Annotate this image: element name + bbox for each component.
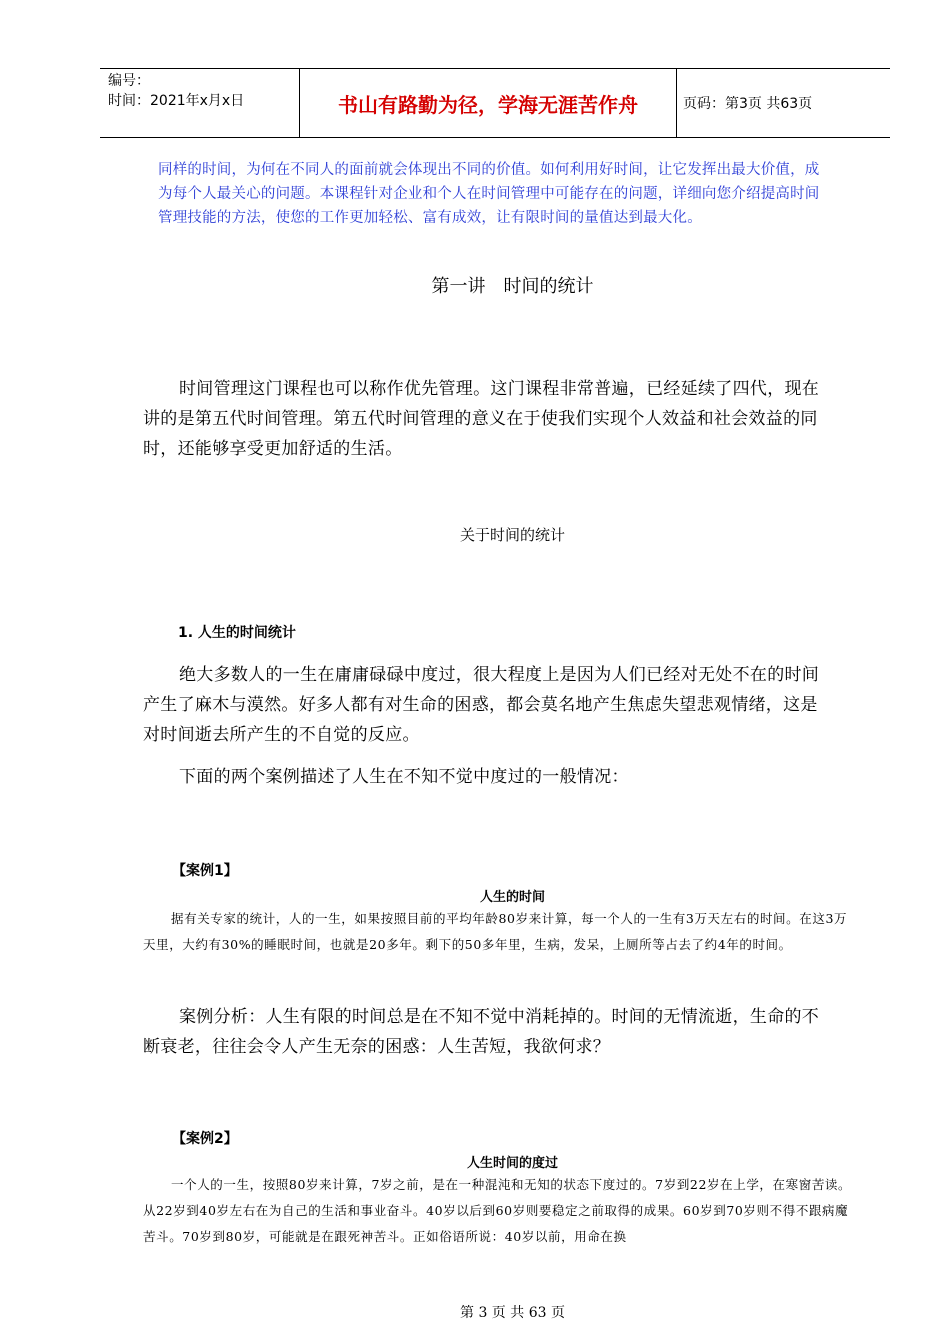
- section-title: 关于时间的统计: [459, 526, 565, 544]
- case1-label: 【案例1】: [172, 863, 238, 879]
- number-label: 编号：: [108, 73, 150, 89]
- paragraph-1: 时间管理这门课程也可以称作优先管理。这门课程非常普遍，已经延续了四代，现在讲的是第五代时间管理。第五代时间管理的意义在于使我们实现个人效益和社会效益的同时，还能够享受更加舒适的生活。: [143, 379, 820, 459]
- page-header: [100, 68, 890, 138]
- header-motto: 书山有路勤为径，学海无涯苦作舟: [300, 69, 677, 137]
- case1-body: 据有关专家的统计，人的一生，如果按照目前的平均年龄80岁来计算，每一个人的一生有3万天左右的时间。在这3万天里，大约有30%的睡眠时间，也就是20多年。剩下的50多年里，生病，发呆，上厕所等占去了约4年的时间。: [143, 911, 848, 952]
- intro-paragraph: 同样的时间，为何在不同人的面前就会体现出不同的价值。如何利用好时间，让它发挥出最大价值，成为每个人最关心的问题。本课程针对企业和个人在时间管理中可能存在的问题，详细向您介绍提高时间管理技能的方法，使您的工作更加轻松、富有成效，让有限时间的量值达到最大化。: [158, 162, 820, 226]
- subsection-title: 1. 人生的时间统计: [178, 625, 296, 641]
- case2-label: 【案例2】: [172, 1131, 238, 1147]
- page-footer: 第 3 页 共 63 页: [460, 1305, 565, 1321]
- header-page-info: 页码：第3页 共63页: [683, 96, 813, 112]
- case1-analysis: 案例分析：人生有限的时间总是在不知不觉中消耗掉的。时间的无情流逝，生命的不断衰老，往往会令人产生无奈的困惑：人生苦短，我欲何求？: [143, 1007, 820, 1057]
- paragraph-2: 绝大多数人的一生在庸庸碌碌中度过，很大程度上是因为人们已经对无处不在的时间产生了麻木与漠然。好多人都有对生命的困惑，都会莫名地产生焦虑失望悲观情绪，这是对时间逝去所产生的不自觉的反应。: [143, 665, 820, 745]
- case1-title: 人生的时间: [479, 890, 545, 905]
- case2-title: 人生时间的度过: [466, 1156, 558, 1171]
- header-meta: [100, 69, 300, 137]
- lecture-title: 第一讲 时间的统计: [431, 276, 594, 297]
- paragraph-3: 下面的两个案例描述了人生在不知不觉中度过的一般情况：: [179, 767, 629, 787]
- case2-body: 一个人的一生，按照80岁来计算，7岁之前，是在一种混沌和无知的状态下度过的。7岁到22岁在上学，在寒窗苦读。从22岁到40岁左右在为自己的生活和事业奋斗。40岁以后到60岁则要稳定之前取得的成果。60岁到70岁则不得不跟病魔苦斗。70岁到80岁，可能就是在跟死神苦斗。正如俗语所说：40岁以前，用命在换: [143, 1177, 852, 1244]
- date-line: 时间：2021年x月x日: [108, 93, 245, 109]
